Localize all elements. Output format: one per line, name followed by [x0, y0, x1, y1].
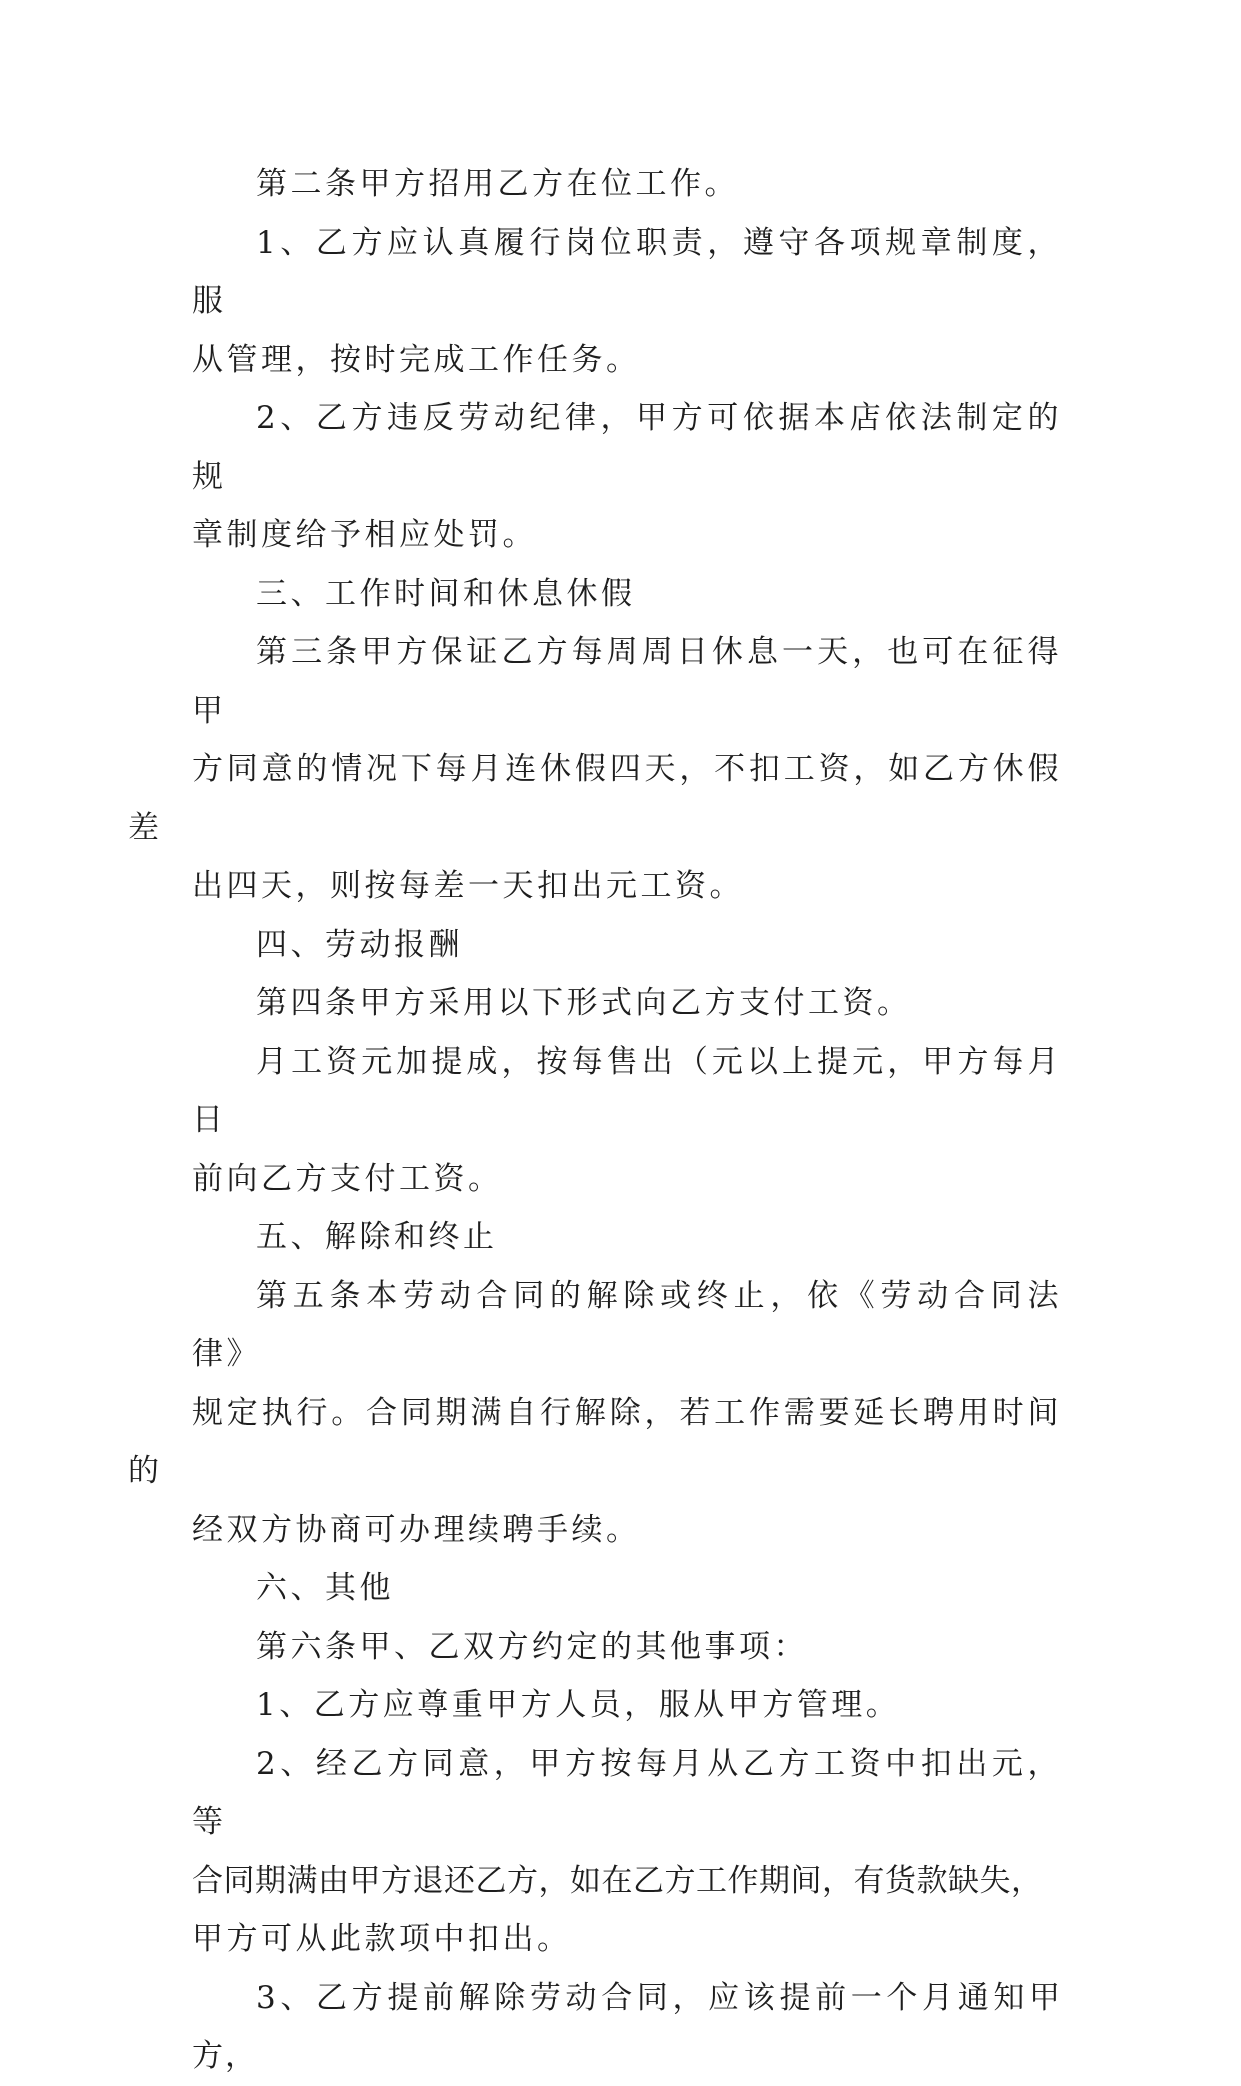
text-line: 六、其他	[256, 1570, 394, 1606]
document-body	[128, 155, 1062, 2086]
text-line: 合同期满由甲方退还乙方，如在乙方工作期间，有货款缺失，	[192, 1862, 1043, 1899]
text-line: 经双方协商可办理续聘手续。	[192, 1511, 641, 1548]
paragraph-article-2	[192, 155, 1062, 214]
text-line: 三、工作时间和休息休假	[256, 575, 636, 612]
section-heading-other	[192, 1559, 1062, 1618]
paragraph-article-4	[192, 974, 1062, 1033]
text-line: 四、劳动报酬	[256, 926, 463, 963]
paragraph-article-3	[128, 623, 1062, 916]
paragraph-article-6	[192, 1618, 1062, 1677]
paragraph-other-item-1	[192, 1676, 1062, 1735]
text-line: 第四条甲方采用以下形式向乙方支付工资。	[256, 985, 912, 1021]
paragraph-monthly-wage	[192, 1033, 1062, 1209]
text-line: 章制度给予相应处罚。	[192, 517, 537, 553]
paragraph-item-2-discipline	[192, 389, 1062, 565]
text-line: 3、乙方提前解除劳动合同，应该提前一个月通知甲方，	[192, 1979, 1062, 2074]
text-line: 月工资元加提成，按每售出（元以上提元，甲方每月日	[192, 1043, 1062, 1138]
text-line: 五、解除和终止	[256, 1219, 498, 1255]
text-line: 2、经乙方同意，甲方按每月从乙方工资中扣出元，等	[192, 1745, 1062, 1840]
text-line: 前向乙方支付工资。	[192, 1160, 503, 1197]
section-heading-work-time	[192, 565, 1062, 624]
text-line: 1、乙方应尊重甲方人员，服从甲方管理。	[256, 1687, 901, 1723]
text-line: 方同意的情况下每月连休假四天，不扣工资，如乙方休假差	[128, 751, 1062, 846]
text-line: 规定执行。合同期满自行解除，若工作需要延长聘用时间的	[128, 1394, 1062, 1489]
text-line: 1、乙方应认真履行岗位职责，遵守各项规章制度，服	[192, 224, 1062, 319]
text-line: 第五条本劳动合同的解除或终止，依《劳动合同法律》	[192, 1277, 1062, 1372]
text-line: 第六条甲、乙双方约定的其他事项：	[256, 1628, 808, 1665]
section-heading-termination	[192, 1208, 1062, 1267]
paragraph-article-5	[128, 1267, 1062, 1560]
text-line: 从管理，按时完成工作任务。	[192, 341, 641, 378]
text-line: 2、乙方违反劳动纪律，甲方可依据本店依法制定的规	[192, 400, 1062, 495]
text-line: 第二条甲方招用乙方在位工作。	[256, 166, 739, 202]
section-heading-remuneration	[192, 916, 1062, 975]
paragraph-other-item-2	[192, 1735, 1062, 1969]
text-line: 第三条甲方保证乙方每周周日休息一天，也可在征得甲	[192, 634, 1062, 729]
paragraph-item-1-duties	[192, 214, 1062, 390]
text-line: 出四天，则按每差一天扣出元工资。	[192, 868, 744, 904]
text-line: 甲方可从此款项中扣出。	[192, 1921, 572, 1957]
paragraph-other-item-3	[192, 1969, 1062, 2086]
